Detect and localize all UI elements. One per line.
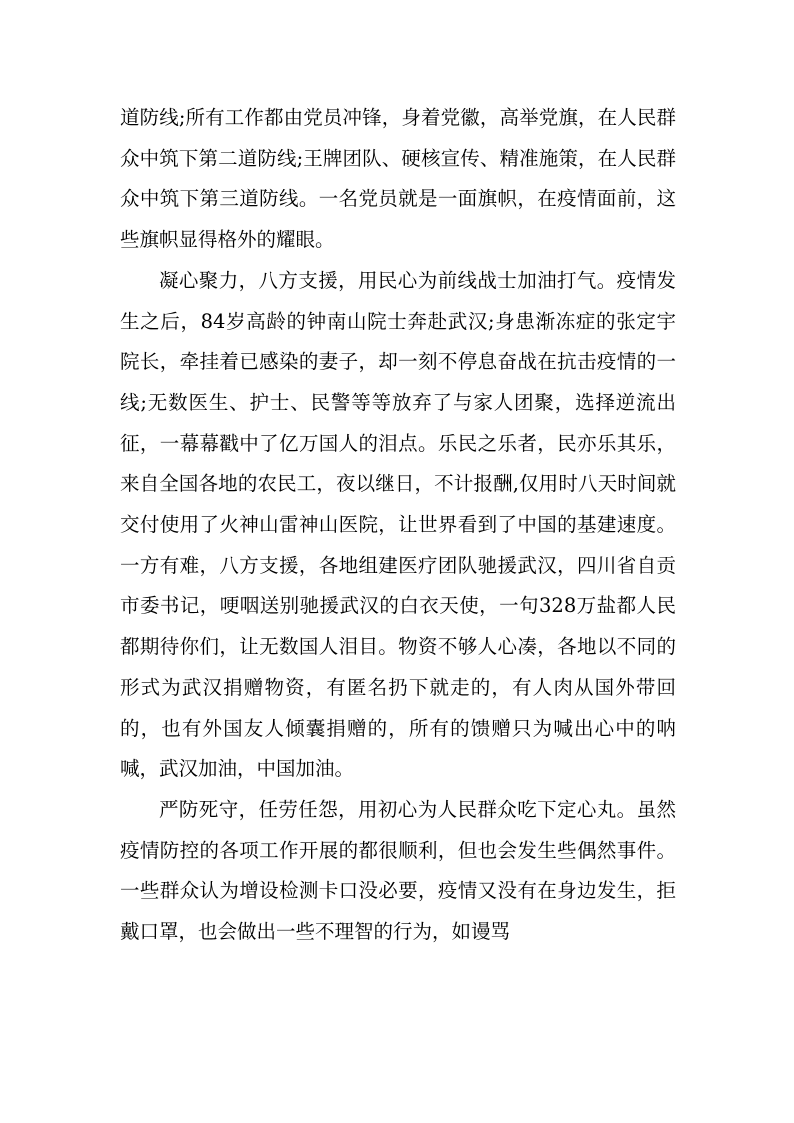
- paragraph-3: 严防死守，任劳任怨，用初心为人民群众吃下定心丸。虽然疫情防控的各项工作开展的都很顺利，但也会发生些偶然事件。一些群众认为增设检测卡口没必要，疫情又没有在身边发生，拒戴口罩，也会做出一些不理智的行为，如谩骂: [120, 797, 676, 944]
- paragraph-1: 道防线;所有工作都由党员冲锋，身着党徽，高举党旗，在人民群众中筑下第二道防线;王牌团队、硬核宣传、精准施策，在人民群众中筑下第三道防线。一名党员就是一面旗帜，在疫情面前，这些旗帜显得格外的耀眼。: [120, 106, 676, 252]
- document-body: [120, 98, 676, 953]
- paragraph-2: 凝心聚力，八方支援，用民心为前线战士加油打气。疫情发生之后，84岁高龄的钟南山院士奔赴武汉;身患渐冻症的张定宇院长，牵挂着已感染的妻子，却一刻不停息奋战在抗击疫情的一线;无数医生、护士、民警等等放弃了与家人团聚，选择逆流出征，一幕幕戳中了亿万国人的泪点。乐民之乐者，民亦乐其乐，来自全国各地的农民工，夜以继日，不计报酬,仅用时八天时间就交付使用了火神山雷神山医院，让世界看到了中国的基建速度。一方有难，八方支援，各地组建医疗团队驰援武汉，四川省自贡市委书记，哽咽送别驰援武汉的白衣天使，一句328万盐都人民都期待你们，让无数国人泪目。物资不够人心凑，各地以不同的形式为武汉捐赠物资，有匿名扔下就走的，有人肉从国外带回的，也有外国友人倾囊捐赠的，所有的馈赠只为喊出心中的呐喊，武汉加油，中国加油。: [120, 268, 676, 781]
